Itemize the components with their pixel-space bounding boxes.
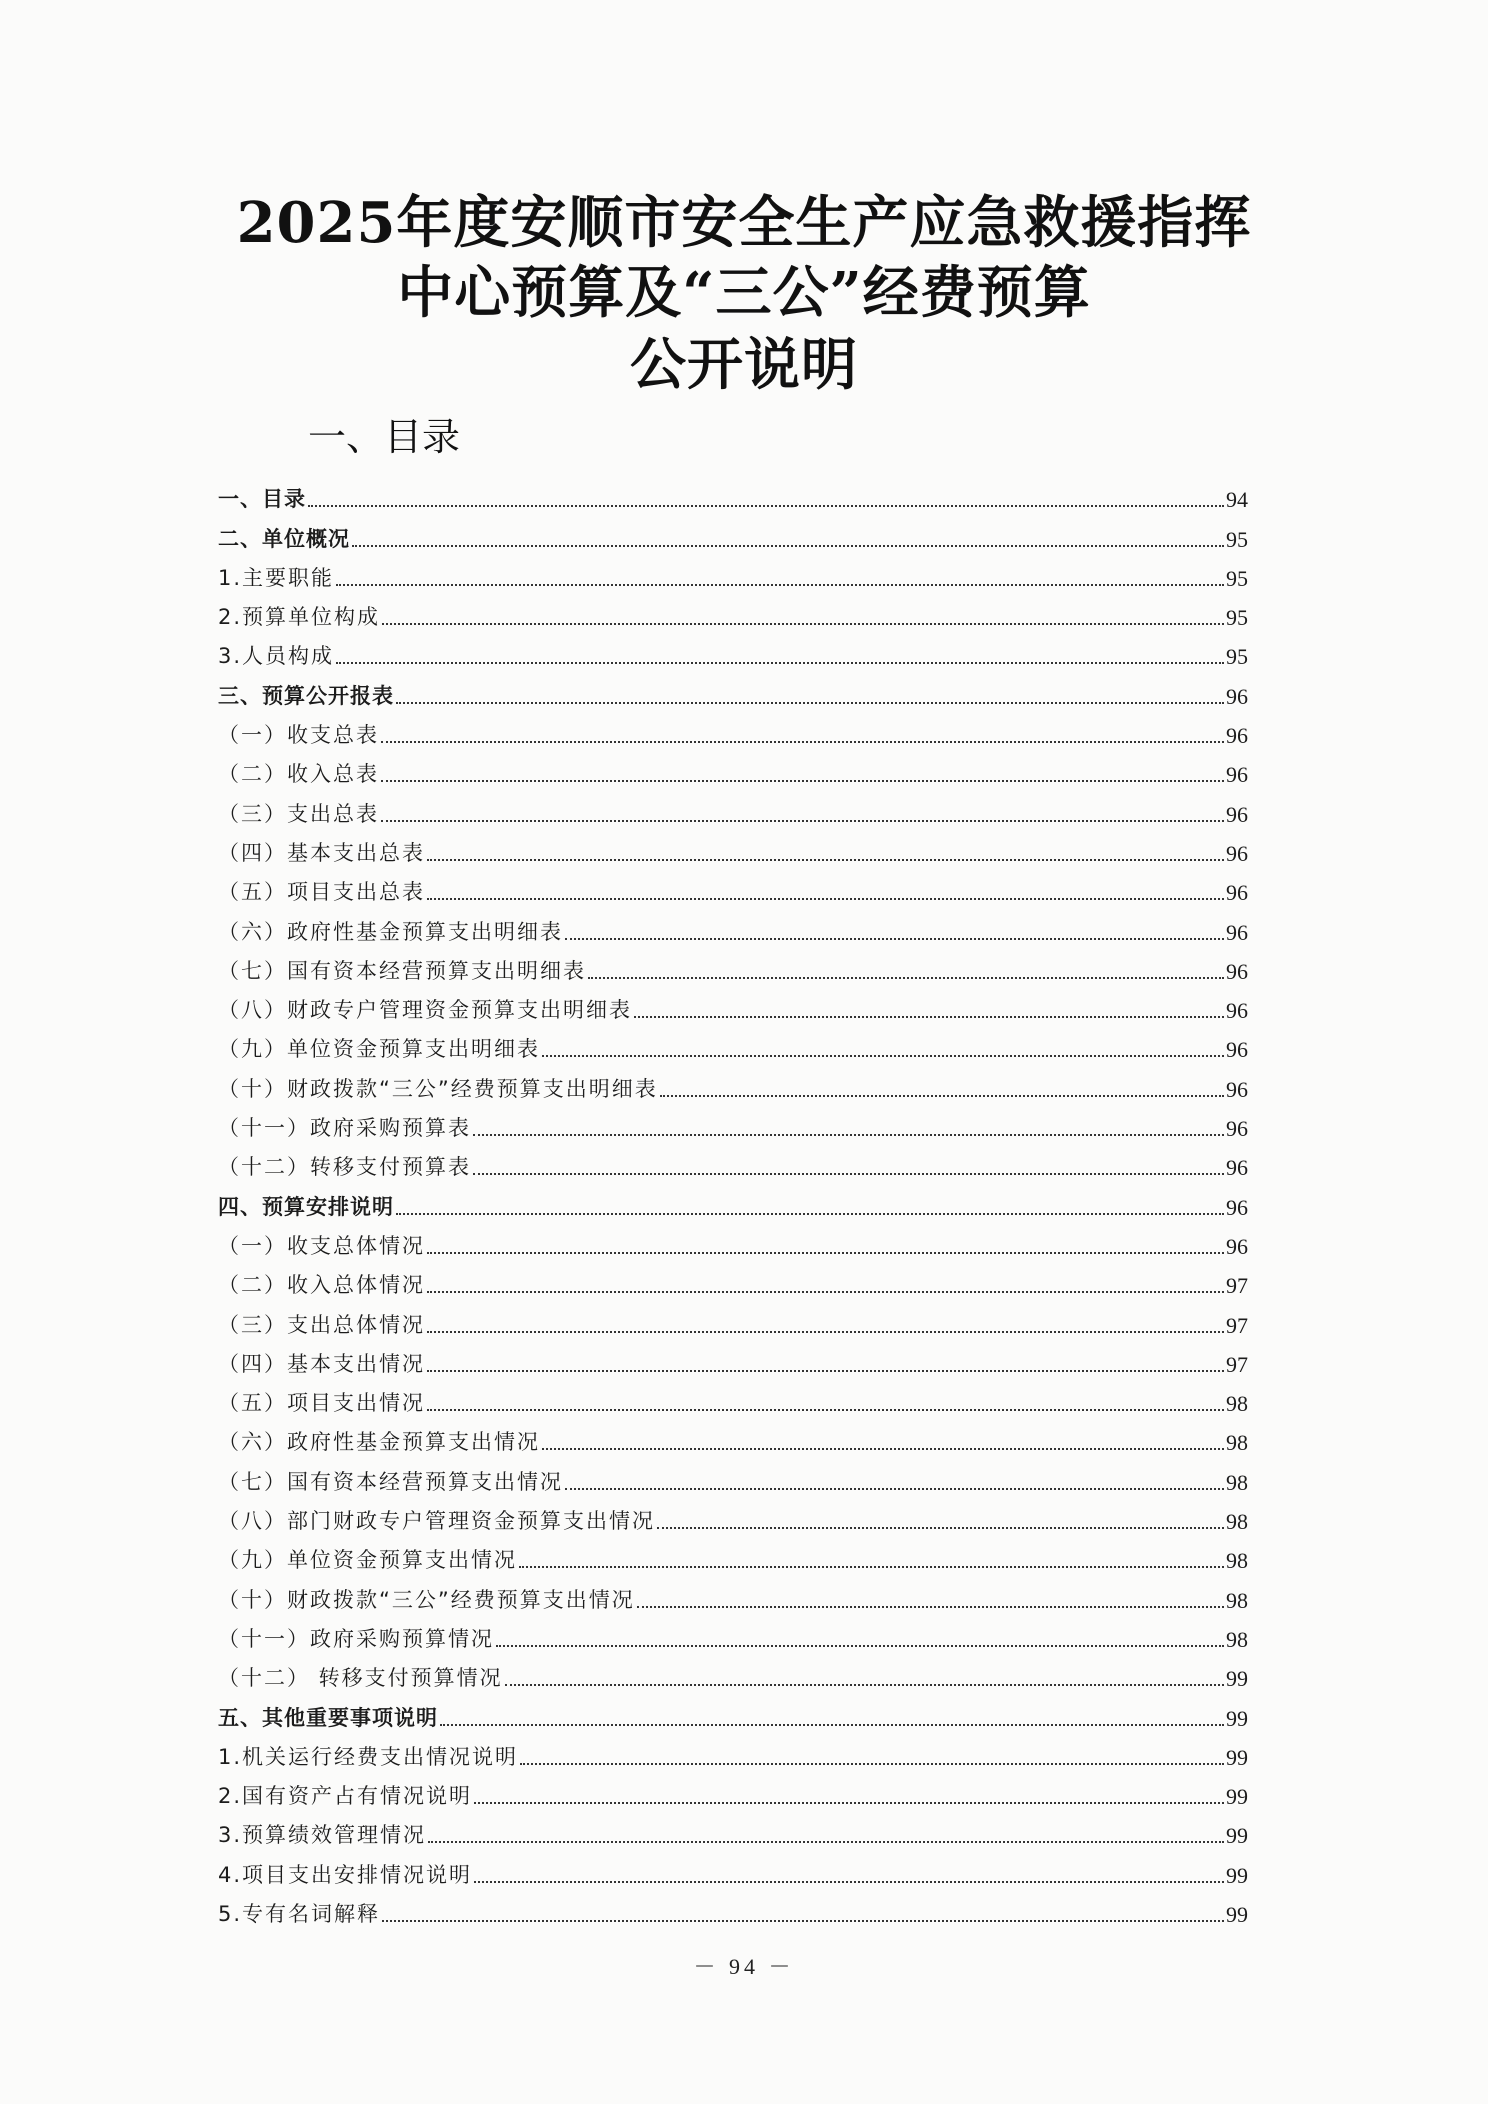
toc-entry-page-number: 98 (1226, 1548, 1248, 1574)
toc-entry-label: （三）支出总体情况 (218, 1312, 425, 1337)
toc-entry (218, 1378, 1248, 1417)
toc-dot-leader (542, 1447, 1224, 1450)
toc-entry-page-number: 95 (1226, 526, 1248, 552)
toc-entry (218, 670, 1248, 709)
toc-dot-leader (440, 1723, 1224, 1726)
toc-dot-leader (505, 1683, 1224, 1686)
toc-entry-page-number: 96 (1226, 683, 1248, 709)
toc-entry-page-number: 96 (1226, 1194, 1248, 1220)
toc-dot-leader (427, 1330, 1224, 1333)
toc-entry-label: 一、目录 (218, 487, 306, 512)
toc-dot-leader (637, 1605, 1224, 1608)
toc-entry (218, 1299, 1248, 1338)
toc-entry (218, 1574, 1248, 1613)
toc-entry-label: （七）国有资本经营预算支出明细表 (218, 958, 586, 983)
toc-dot-leader (427, 858, 1224, 861)
toc-entry-label: （一）收支总体情况 (218, 1233, 425, 1258)
toc-entry-page-number: 96 (1226, 1076, 1248, 1102)
document-title-line-1: 2025年度安顺市安全生产应急救援指挥 (236, 190, 1252, 256)
toc-entry-label: 3.预算绩效管理情况 (218, 1823, 427, 1848)
toc-entry-label: （十）财政拨款“三公”经费预算支出明细表 (218, 1076, 658, 1101)
toc-entry-label: 1.机关运行经费支出情况说明 (218, 1744, 519, 1769)
toc-entry-label: （十一）政府采购预算表 (218, 1116, 471, 1141)
toc-entry (218, 1732, 1248, 1771)
toc-entry-page-number: 99 (1226, 1823, 1248, 1849)
toc-dot-leader (657, 1526, 1224, 1529)
toc-entry-page-number: 99 (1226, 1705, 1248, 1731)
toc-entry-page-number: 96 (1226, 958, 1248, 984)
toc-entry-label: 2.国有资产占有情况说明 (218, 1784, 473, 1809)
toc-entry-page-number: 98 (1226, 1430, 1248, 1456)
toc-dot-leader (474, 1880, 1224, 1883)
toc-entry (218, 946, 1248, 985)
toc-entry-label: （五）项目支出情况 (218, 1391, 425, 1416)
document-title-line-2: 中心预算及“三公”经费预算 (397, 260, 1091, 326)
table-of-contents (218, 474, 1248, 1928)
toc-entry-page-number: 98 (1226, 1391, 1248, 1417)
toc-entry-label: （十二）转移支付预算表 (218, 1155, 471, 1180)
toc-entry-page-number: 99 (1226, 1862, 1248, 1888)
toc-entry (218, 1142, 1248, 1181)
toc-entry-label: （十二） 转移支付预算情况 (218, 1666, 503, 1691)
toc-entry (218, 1417, 1248, 1456)
toc-entry-label: （四）基本支出情况 (218, 1351, 425, 1376)
toc-entry (218, 1849, 1248, 1888)
toc-dot-leader (565, 937, 1224, 940)
toc-entry-label: （六）政府性基金预算支出情况 (218, 1430, 540, 1455)
toc-dot-leader (428, 1840, 1224, 1843)
toc-entry (218, 1221, 1248, 1260)
toc-dot-leader (634, 1015, 1224, 1018)
toc-dot-leader (660, 1094, 1224, 1097)
toc-entry-label: （九）单位资金预算支出情况 (218, 1548, 517, 1573)
toc-entry-label: （八）财政专户管理资金预算支出明细表 (218, 998, 632, 1023)
toc-dot-leader (427, 897, 1224, 900)
toc-dot-leader (381, 819, 1224, 822)
toc-dot-leader (519, 1565, 1224, 1568)
toc-entry-label: （一）收支总表 (218, 723, 379, 748)
toc-entry-label: 五、其他重要事项说明 (218, 1705, 438, 1730)
toc-entry (218, 513, 1248, 552)
toc-dot-leader (427, 1369, 1224, 1372)
toc-entry-page-number: 96 (1226, 762, 1248, 788)
toc-entry (218, 553, 1248, 592)
toc-entry-label: 二、单位概况 (218, 526, 350, 551)
toc-dot-leader (473, 1172, 1224, 1175)
toc-entry-label: 5.专有名词解释 (218, 1901, 381, 1926)
toc-entry-page-number: 96 (1226, 880, 1248, 906)
toc-entry-page-number: 99 (1226, 1666, 1248, 1692)
toc-entry (218, 985, 1248, 1024)
section-heading-contents: 一、目录 (308, 415, 461, 459)
toc-entry (218, 828, 1248, 867)
toc-entry (218, 1653, 1248, 1692)
toc-entry (218, 710, 1248, 749)
toc-dot-leader (336, 661, 1224, 664)
toc-dot-leader (474, 1801, 1224, 1804)
toc-entry-label: （五）项目支出总表 (218, 880, 425, 905)
toc-entry-label: （三）支出总表 (218, 801, 379, 826)
toc-entry (218, 1535, 1248, 1574)
toc-entry (218, 1339, 1248, 1378)
toc-entry-page-number: 95 (1226, 644, 1248, 670)
toc-dot-leader (427, 1290, 1224, 1293)
toc-entry (218, 1810, 1248, 1849)
toc-entry-page-number: 97 (1226, 1273, 1248, 1299)
toc-dot-leader (396, 1212, 1224, 1215)
toc-entry (218, 1771, 1248, 1810)
toc-entry-page-number: 98 (1226, 1509, 1248, 1535)
toc-entry-page-number: 96 (1226, 840, 1248, 866)
toc-entry (218, 788, 1248, 827)
toc-dot-leader (542, 1054, 1224, 1057)
toc-entry (218, 1103, 1248, 1142)
toc-entry-label: （八）部门财政专户管理资金预算支出情况 (218, 1509, 655, 1534)
toc-entry (218, 1063, 1248, 1102)
toc-entry (218, 1496, 1248, 1535)
toc-entry (218, 631, 1248, 670)
toc-dot-leader (381, 740, 1224, 743)
toc-entry-page-number: 98 (1226, 1626, 1248, 1652)
toc-entry (218, 1614, 1248, 1653)
toc-entry-page-number: 95 (1226, 565, 1248, 591)
toc-dot-leader (352, 544, 1224, 547)
toc-entry-page-number: 97 (1226, 1351, 1248, 1377)
toc-dot-leader (308, 504, 1224, 507)
toc-dot-leader (473, 1133, 1224, 1136)
toc-entry-page-number: 95 (1226, 605, 1248, 631)
toc-entry-label: （二）收入总表 (218, 762, 379, 787)
document-title-line-3: 公开说明 (630, 332, 858, 398)
toc-entry-label: （九）单位资金预算支出明细表 (218, 1037, 540, 1062)
toc-entry (218, 749, 1248, 788)
toc-entry-page-number: 96 (1226, 1037, 1248, 1063)
toc-entry-page-number: 96 (1226, 723, 1248, 749)
toc-entry-page-number: 98 (1226, 1469, 1248, 1495)
toc-entry-label: 四、预算安排说明 (218, 1194, 394, 1219)
toc-entry (218, 867, 1248, 906)
toc-entry-label: （十）财政拨款“三公”经费预算支出情况 (218, 1587, 635, 1612)
toc-entry-label: （六）政府性基金预算支出明细表 (218, 919, 563, 944)
toc-entry (218, 592, 1248, 631)
toc-entry-label: 3.人员构成 (218, 644, 335, 669)
toc-entry-page-number: 99 (1226, 1744, 1248, 1770)
toc-entry-page-number: 97 (1226, 1312, 1248, 1338)
toc-entry-label: （十一）政府采购预算情况 (218, 1626, 494, 1651)
toc-entry-page-number: 96 (1226, 1233, 1248, 1259)
toc-dot-leader (427, 1408, 1224, 1411)
toc-entry-page-number: 98 (1226, 1587, 1248, 1613)
toc-dot-leader (496, 1644, 1224, 1647)
toc-dot-leader (427, 1251, 1224, 1254)
toc-entry-page-number: 94 (1226, 487, 1248, 513)
toc-dot-leader (565, 1487, 1224, 1490)
toc-entry-label: 2.预算单位构成 (218, 605, 381, 630)
toc-dot-leader (381, 779, 1224, 782)
toc-entry-label: 三、预算公开报表 (218, 683, 394, 708)
toc-entry-page-number: 96 (1226, 801, 1248, 827)
toc-entry-page-number: 96 (1226, 1155, 1248, 1181)
toc-entry (218, 1260, 1248, 1299)
toc-entry (218, 474, 1248, 513)
toc-entry-page-number: 99 (1226, 1784, 1248, 1810)
toc-entry-page-number: 96 (1226, 1116, 1248, 1142)
toc-entry (218, 1889, 1248, 1928)
toc-dot-leader (382, 622, 1224, 625)
toc-entry-page-number: 96 (1226, 919, 1248, 945)
toc-entry (218, 1692, 1248, 1731)
toc-entry-label: （二）收入总体情况 (218, 1273, 425, 1298)
page-number-footer: － 94 － (693, 1954, 795, 1979)
toc-dot-leader (588, 976, 1224, 979)
toc-entry (218, 906, 1248, 945)
toc-entry-label: （七）国有资本经营预算支出情况 (218, 1469, 563, 1494)
toc-entry-label: 1.主要职能 (218, 565, 335, 590)
toc-dot-leader (396, 701, 1224, 704)
toc-dot-leader (520, 1762, 1224, 1765)
toc-entry-page-number: 99 (1226, 1901, 1248, 1927)
toc-entry-label: 4.项目支出安排情况说明 (218, 1862, 473, 1887)
toc-dot-leader (336, 583, 1224, 586)
toc-entry (218, 1024, 1248, 1063)
toc-entry-page-number: 96 (1226, 998, 1248, 1024)
toc-entry (218, 1456, 1248, 1495)
toc-entry-label: （四）基本支出总表 (218, 840, 425, 865)
toc-entry (218, 1181, 1248, 1220)
toc-dot-leader (382, 1919, 1224, 1922)
